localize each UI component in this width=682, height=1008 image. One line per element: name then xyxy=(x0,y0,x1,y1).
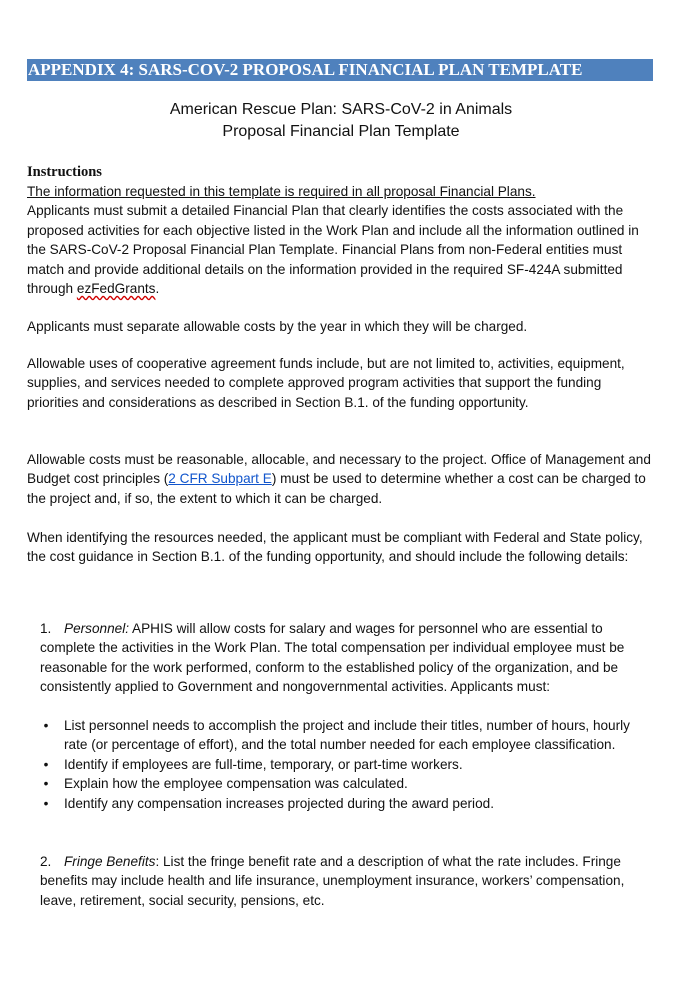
cost-year-paragraph xyxy=(27,317,655,336)
list-item: • Identify if employees are full-time, temporary, or part-time workers. xyxy=(40,755,650,774)
list-number: 1. xyxy=(40,621,52,636)
allowable-costs-text-end: ) must be used to determine whether a cost can be charged to the project and, if so, the extent to which it can be charged. xyxy=(27,471,646,506)
bullet-icon: • xyxy=(43,795,49,811)
appendix-banner: APPENDIX 4: SARS-COV-2 PROPOSAL FINANCIAL PLAN TEMPLATE xyxy=(27,59,653,81)
personnel-term: Personnel: xyxy=(64,621,129,636)
list-item: • Explain how the employee compensation was calculated. xyxy=(40,774,650,793)
list-item-fringe-benefits xyxy=(40,852,650,910)
document-title-line1: American Rescue Plan: SARS-CoV-2 in Animals xyxy=(169,101,513,118)
list-number: 2. xyxy=(40,854,52,869)
list-item: • Identify any compensation increases projected during the award period. xyxy=(40,794,650,813)
resources-text: When identifying the resources needed, the applicant must be compliant with Federal and State policy, the cost guidance in Section B.1. of the funding opportunity, and should include the following details: xyxy=(27,530,643,565)
bullet-icon: • xyxy=(43,756,49,772)
fringe-benefits-text: : List the fringe benefit rate and a description of what the rate includes. Fringe benefits may include health and life insurance, unemployment insurance, workers’ compensation, leave, retirement, social security, pensions, etc. xyxy=(40,854,625,908)
instructions-text-end: . xyxy=(155,281,160,297)
cfr-subpart-e-link[interactable]: 2 CFR Subpart E xyxy=(168,471,272,487)
allowable-uses-paragraph xyxy=(27,354,655,412)
personnel-bullet-list xyxy=(40,716,650,813)
cost-year-text: Applicants must separate allowable costs by the year in which they will be charged. xyxy=(27,319,528,334)
bullet-icon: • xyxy=(43,776,49,792)
document-title-line2: Proposal Financial Plan Template xyxy=(222,123,460,140)
instructions-heading: Instructions xyxy=(27,164,102,180)
allowable-uses-text: Allowable uses of cooperative agreement funds include, but are not limited to, activities, equipment, supplies, and services needed to complete approved program activities that support the funding priorities and considerations as described in Section B.1. of the funding opportunity. xyxy=(27,356,625,410)
fringe-benefits-term: Fringe Benefits xyxy=(64,854,156,869)
ezfedgrants-term: ezFedGrants xyxy=(76,281,156,297)
instructions-requirement: The information requested in this template is required in all proposal Financial Plans. xyxy=(27,184,536,199)
instructions-text: Applicants must submit a detailed Financial Plan that clearly identifies the costs associated with the proposed activities for each objective listed in the Work Plan and include all the information outlined in the SARS-CoV-2 Proposal Financial Plan Template. Financial Plans from non-Federal entities must match and provide additional details on the information provided in the required SF-424A submitted through xyxy=(27,203,639,297)
bullet-icon: • xyxy=(43,718,49,733)
list-item-personnel xyxy=(40,619,650,697)
personnel-text: APHIS will allow costs for salary and wages for personnel who are essential to complete the activities in the Work Plan. The total compensation per individual employee must be reasonable for the work performed, conform to the established policy of the organization, and be consistently applied to Government and nongovernmental activities. Applicants must: xyxy=(40,621,625,695)
instructions-paragraph xyxy=(27,182,655,298)
list-item: • List personnel needs to accomplish the project and include their titles, number of hours, hourly rate (or percentage of effort), and the total number needed for each employee classification. xyxy=(40,716,650,755)
allowable-costs-text: Allowable costs must be reasonable, allocable, and necessary to the project. Office of Management and Budget cost principles ( xyxy=(27,452,651,487)
resources-paragraph xyxy=(27,528,655,567)
allowable-costs-paragraph xyxy=(27,450,655,508)
